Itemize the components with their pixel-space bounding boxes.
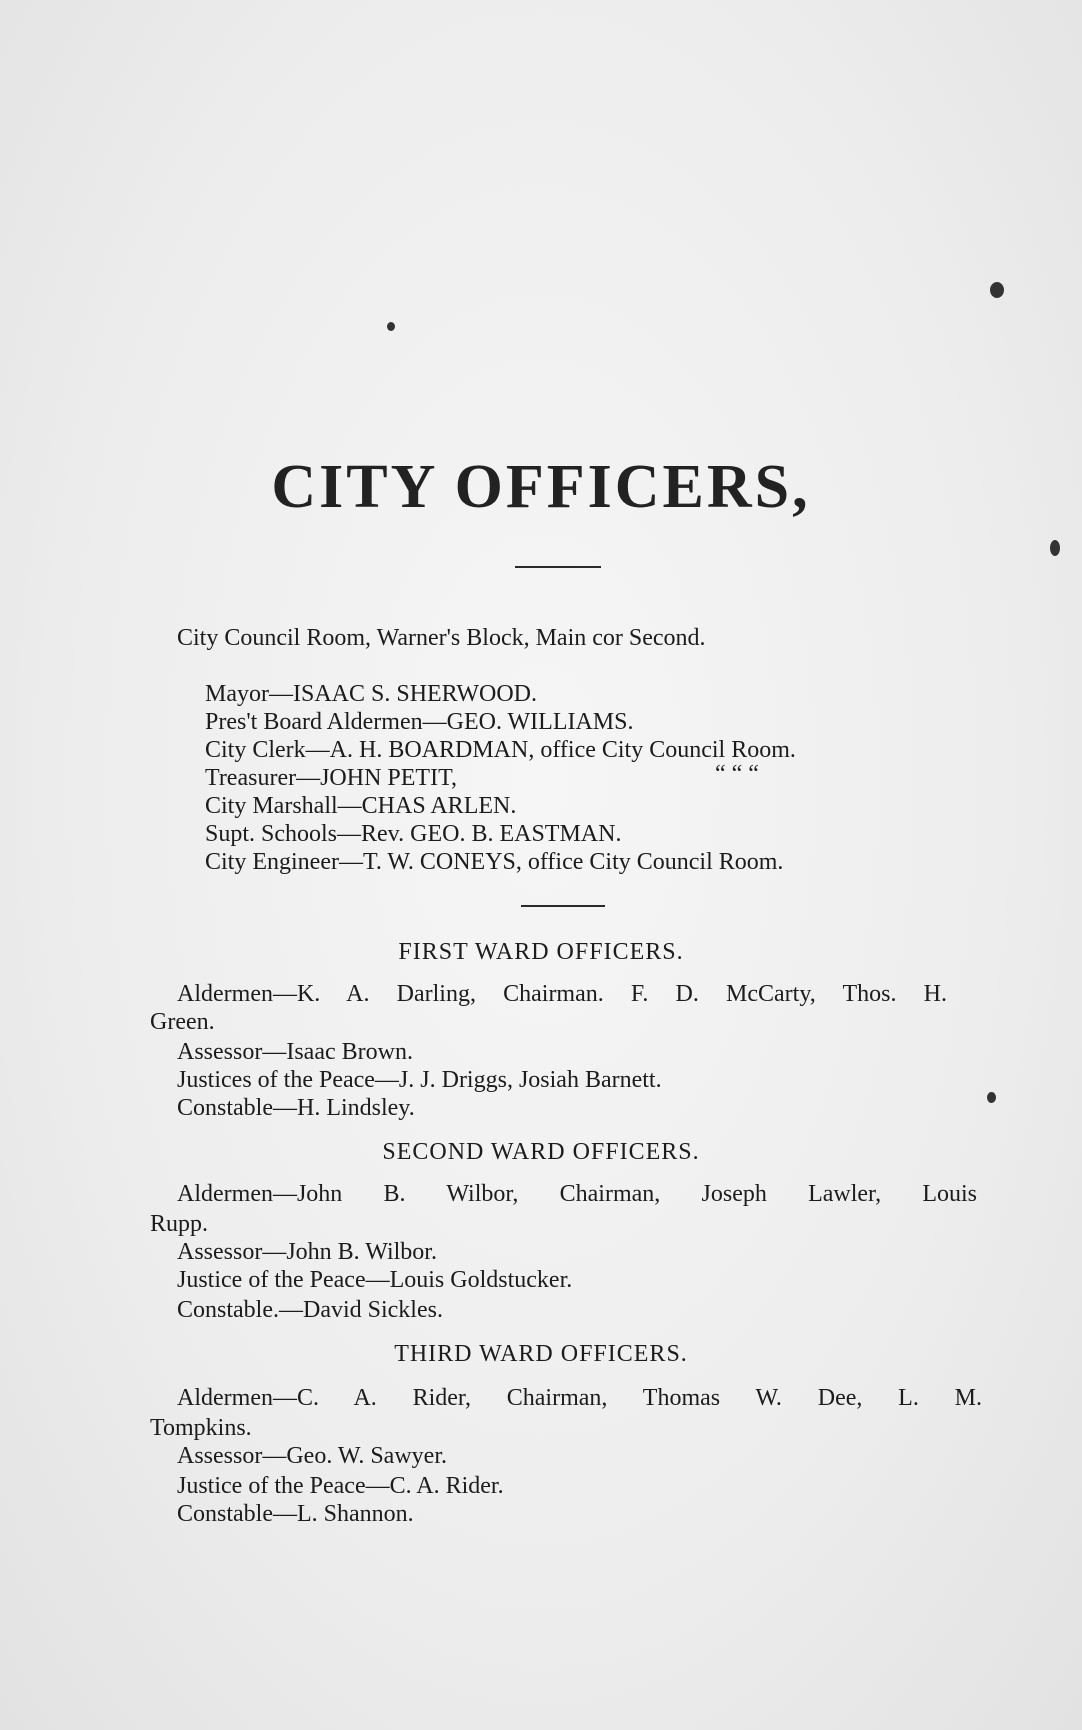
officer-city-engineer: City Engineer—T. W. CONEYS, office City Council Room. bbox=[205, 849, 784, 875]
ink-speck bbox=[990, 282, 1004, 298]
third-ward-constable: Constable—L. Shannon. bbox=[177, 1501, 414, 1527]
third-ward-aldermen: Aldermen—C. A. Rider, Chairman, Thomas W. Dee, L. M. bbox=[177, 1385, 982, 1411]
second-ward-justice: Justice of the Peace—Louis Goldstucker. bbox=[177, 1267, 573, 1293]
third-ward-heading: THIRD WARD OFFICERS. bbox=[394, 1341, 688, 1367]
first-ward-aldermen-cont: Green. bbox=[150, 1009, 215, 1035]
second-ward-heading: SECOND WARD OFFICERS. bbox=[382, 1139, 700, 1165]
first-ward-justices: Justices of the Peace—J. J. Driggs, Josiah Barnett. bbox=[177, 1067, 662, 1093]
second-ward-assessor: Assessor—John B. Wilbor. bbox=[177, 1239, 437, 1265]
first-ward-aldermen: Aldermen—K. A. Darling, Chairman. F. D. McCarty, Thos. H. bbox=[177, 981, 947, 1007]
officer-city-clerk: City Clerk—A. H. BOARDMAN, office City Council Room. bbox=[205, 737, 796, 763]
first-ward-assessor: Assessor—Isaac Brown. bbox=[177, 1039, 413, 1065]
second-ward-aldermen-cont: Rupp. bbox=[150, 1211, 209, 1237]
third-ward-assessor: Assessor—Geo. W. Sawyer. bbox=[177, 1443, 447, 1469]
third-ward-aldermen-cont: Tompkins. bbox=[150, 1415, 252, 1441]
ink-speck bbox=[387, 322, 395, 331]
second-ward-constable: Constable.—David Sickles. bbox=[177, 1297, 443, 1323]
title-divider bbox=[515, 566, 601, 568]
officer-treasurer: Treasurer—JOHN PETIT, bbox=[205, 765, 457, 791]
first-ward-constable: Constable—H. Lindsley. bbox=[177, 1095, 415, 1121]
first-ward-heading: FIRST WARD OFFICERS. bbox=[398, 939, 684, 965]
officer-mayor: Mayor—ISAAC S. SHERWOOD. bbox=[205, 681, 538, 707]
second-ward-aldermen: Aldermen—John B. Wilbor, Chairman, Joseph Lawler, Louis bbox=[177, 1181, 977, 1207]
officer-city-marshall: City Marshall—CHAS ARLEN. bbox=[205, 793, 517, 819]
officer-superintendent: Supt. Schools—Rev. GEO. B. EASTMAN. bbox=[205, 821, 622, 847]
section-divider bbox=[521, 905, 605, 907]
third-ward-justice: Justice of the Peace—C. A. Rider. bbox=[177, 1473, 504, 1499]
treasurer-ditto-marks: “ “ “ bbox=[715, 761, 759, 787]
council-room-address: City Council Room, Warner's Block, Main cor Second. bbox=[177, 625, 706, 651]
ink-speck bbox=[1050, 540, 1060, 556]
officer-board-president: Pres't Board Aldermen—GEO. WILLIAMS. bbox=[205, 709, 634, 735]
page-title: CITY OFFICERS, bbox=[271, 453, 811, 521]
ink-speck bbox=[987, 1092, 996, 1103]
